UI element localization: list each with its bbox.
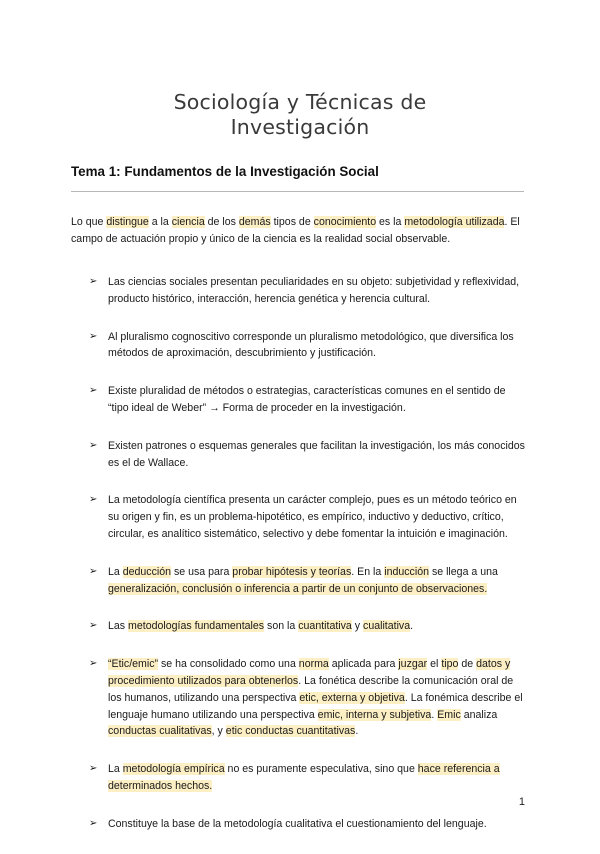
arrow-bullet-icon: ➢ [89, 494, 98, 506]
text-segment: es la [376, 216, 405, 228]
highlighted-text: ciencia [171, 216, 205, 228]
highlighted-text: cualitativa [363, 620, 411, 633]
highlighted-text: juzgar [398, 658, 428, 671]
document-title-line-2: Investigación [230, 114, 370, 139]
highlighted-text: norma [298, 658, 329, 671]
highlighted-text: “Etic/emic” [108, 658, 159, 671]
highlighted-text: metodologías fundamentales [128, 620, 265, 633]
bullet-item [89, 492, 526, 542]
text-segment: . [410, 620, 414, 633]
arrow-bullet-icon: ➢ [89, 330, 98, 342]
text-segment: La [108, 763, 123, 776]
bullet-text [108, 331, 514, 360]
arrow-bullet-icon: ➢ [89, 817, 98, 829]
bullet-text [108, 440, 525, 469]
bullet-text [108, 818, 487, 830]
highlighted-text: etic, externa y objetiva [299, 691, 405, 704]
text-segment: Al pluralismo cognoscitivo corresponde un pluralismo metodológico, que diversifica los métodos de aproximación, descubrimiento y justificación. [108, 330, 514, 360]
text-segment: Existe pluralidad de métodos o estrategias, características comunes en el sentido de “tipo ideal de Weber” → Forma de proceder en la investigación. [108, 385, 506, 414]
text-segment: y [351, 620, 364, 633]
highlighted-text: deducción [122, 565, 172, 578]
document-title-line-1: Sociología y Técnicas de [173, 89, 427, 114]
bullet-item [89, 816, 526, 833]
bullet-item [89, 438, 526, 472]
text-segment: . En la [351, 565, 385, 578]
bullet-text [108, 763, 500, 792]
text-segment: de [458, 658, 477, 671]
highlighted-text: metodología empírica [122, 763, 225, 776]
bullet-item [89, 383, 526, 417]
arrow-bullet-icon: ➢ [89, 276, 98, 287]
text-segment: se llega a una [429, 565, 498, 578]
text-segment: Las [108, 620, 129, 633]
arrow-bullet-icon: ➢ [89, 763, 98, 775]
arrow-bullet-icon: ➢ [89, 385, 98, 397]
text-segment: Las ciencias sociales presentan peculiaridades en su objeto: subjetividad y reflexividad, producto histórico, interacción, herencia genética y herencia cultural. [108, 276, 520, 305]
highlighted-text: metodología utilizada [404, 216, 505, 228]
bullet-text [108, 385, 505, 414]
text-segment: . [355, 725, 359, 738]
bullet-list [89, 274, 526, 854]
bullet-text [108, 494, 517, 540]
arrow-bullet-icon: ➢ [89, 620, 98, 632]
bullet-text [108, 658, 523, 737]
bullet-item [89, 761, 526, 795]
highlighted-text: probar hipótesis y teorías [232, 565, 352, 578]
document-title [0, 90, 600, 140]
arrow-bullet-icon: ➢ [89, 658, 98, 670]
highlighted-text: Emic [437, 708, 461, 721]
text-segment: . La fonética describe la comunicación oral de los humanos, utilizando una perspectiva [108, 674, 514, 704]
heading-divider [71, 191, 524, 192]
bullet-text [108, 276, 519, 305]
bullet-item [89, 618, 526, 635]
highlighted-text: demás [238, 216, 271, 228]
text-segment: La metodología científica presenta un carácter complejo, pues es un método teórico en su origen y fin, es un problema-hipotético, es empírico, inductivo y deductivo, crítico, circular, es analítico sistemático, selectivo y debe fomentar la intuición e imaginación. [108, 494, 517, 540]
page-number: 1 [518, 796, 525, 808]
highlighted-text: conductas cualitativas [108, 725, 212, 738]
text-segment: . La fonémica describe el lenguaje humano utilizando una perspectiva [108, 691, 523, 721]
text-segment: La [108, 565, 123, 578]
highlighted-text: distingue [106, 216, 149, 228]
bullet-item [89, 274, 526, 308]
bullet-text [108, 620, 413, 632]
text-segment: aplicada para [328, 658, 399, 671]
arrow-bullet-icon: ➢ [89, 439, 98, 451]
highlighted-text: tipo [441, 658, 459, 671]
text-segment: Lo que [71, 216, 107, 228]
text-segment: se ha consolidado como una [158, 658, 299, 671]
bullet-item [89, 564, 526, 598]
text-segment: a la [148, 216, 172, 228]
text-segment: de los [204, 216, 239, 228]
highlighted-text: generalización, conclusión o inferencia a partir de un conjunto de observaciones. [108, 582, 488, 595]
text-segment: Constituye la base de la metodología cualitativa el cuestionamiento del lenguaje. [108, 817, 487, 830]
highlighted-text: hace referencia a determinados hechos. [108, 763, 500, 792]
text-segment: , y [211, 725, 226, 738]
bullet-item [89, 329, 526, 363]
text-segment: no es puramente especulativa, sino que [224, 763, 418, 776]
bullet-item [89, 656, 526, 740]
text-segment: . El campo de actuación propio y único de la ciencia es la realidad social observable. [71, 216, 520, 245]
highlighted-text: datos y procedimiento utilizados para obtenerlos [108, 658, 511, 687]
highlighted-text: etic conductas cuantitativas [225, 725, 356, 738]
highlighted-text: emic, interna y subjetiva [317, 708, 432, 721]
arrow-bullet-icon: ➢ [89, 565, 98, 577]
text-segment: se usa para [171, 565, 233, 578]
text-segment: el [427, 658, 442, 671]
intro-paragraph [71, 214, 526, 248]
text-segment: . [431, 708, 438, 721]
highlighted-text: conocimiento [313, 216, 377, 228]
text-segment: son la [264, 620, 299, 633]
highlighted-text: cuantitativa [298, 620, 352, 633]
text-segment: tipos de [270, 216, 314, 228]
highlighted-text: inducción [384, 565, 429, 578]
text-segment: analiza [460, 708, 498, 721]
section-heading: Tema 1: Fundamentos de la Investigación Social [71, 164, 379, 179]
bullet-text [108, 566, 498, 595]
text-segment: Existen patrones o esquemas generales que facilitan la investigación, los más conocidos es el de Wallace. [108, 439, 525, 469]
